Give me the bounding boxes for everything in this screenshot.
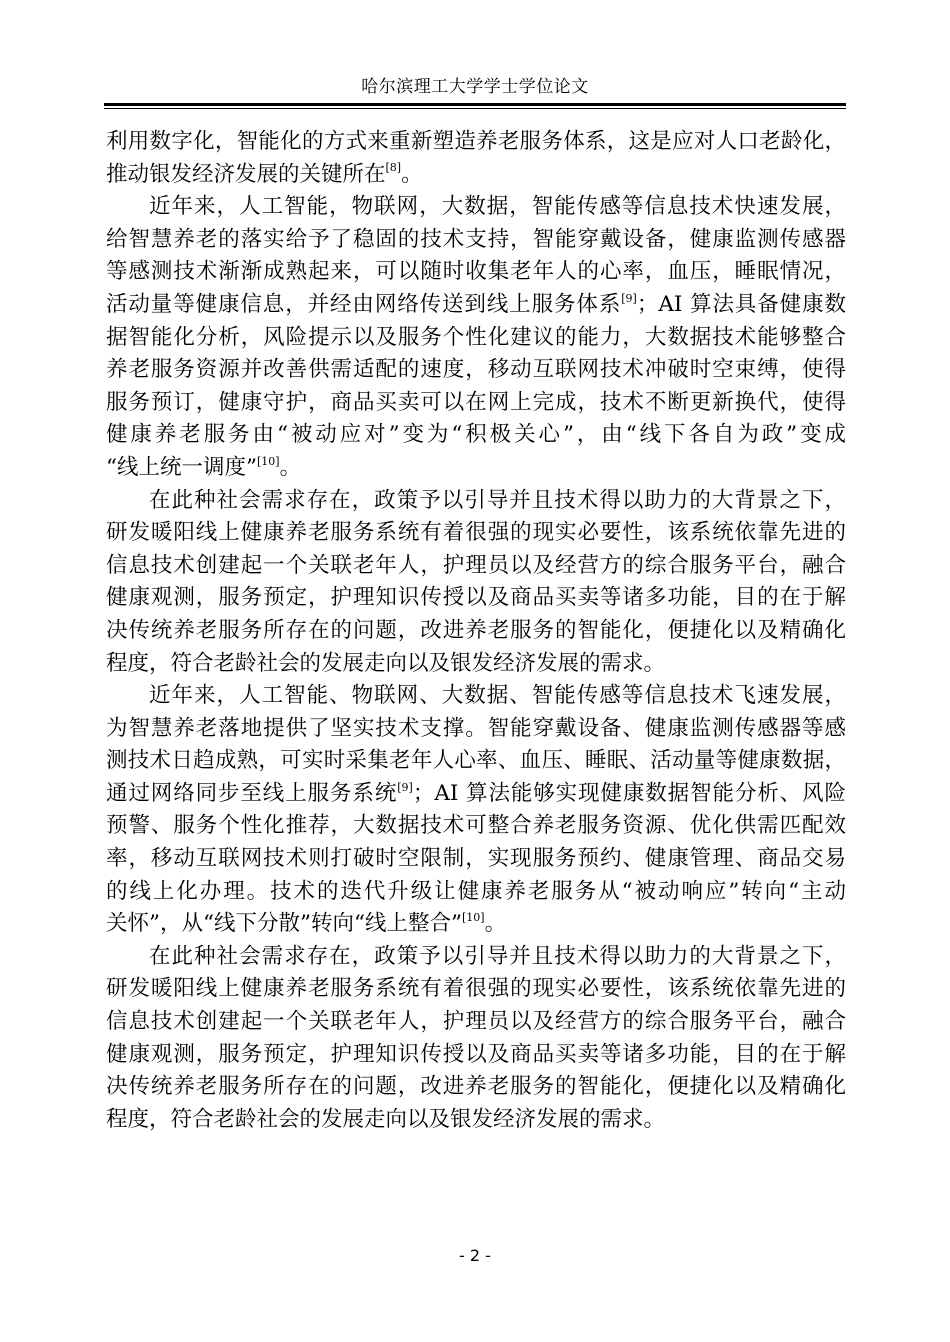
- text-line: [106, 354, 846, 387]
- text-line: [106, 1071, 846, 1104]
- text-line: [106, 941, 846, 974]
- text-segment: 率，移动互联网技术则打破时空限制，实现服务预约、健康管理、商品交易: [106, 846, 846, 872]
- text-segment: 。: [279, 454, 302, 480]
- page-header-title: 哈尔滨理工大学学士学位论文: [361, 77, 589, 97]
- citation-ref: [10]: [461, 911, 485, 925]
- text-segment: 决传统养老服务所存在的问题，改进养老服务的智能化，便捷化以及精确化: [106, 1074, 846, 1100]
- text-segment: 。: [401, 161, 423, 187]
- page-number: - 2 -: [459, 1246, 491, 1265]
- text-segment: ；AI 算法具备健康数: [636, 291, 846, 317]
- text-segment: 活动量等健康信息，并经由网络传送到线上服务体系: [106, 291, 622, 317]
- text-line: [106, 843, 846, 876]
- text-segment: 健康养老服务由“被动应对”变为“积极关心”，由“线下各自为政”变成: [106, 422, 846, 448]
- text-segment: 程度，符合老龄社会的发展走向以及银发经济发展的需求。: [106, 650, 666, 676]
- text-line: [106, 680, 846, 713]
- text-segment: 近年来，人工智能、物联网、大数据、智能传感等信息技术飞速发展，: [149, 683, 846, 709]
- text-line: [106, 159, 846, 192]
- text-segment: 通过网络同步至线上服务系统: [106, 780, 398, 806]
- text-segment: 信息技术创建起一个关联老年人，护理员以及经营方的综合服务平台，融合: [106, 1009, 846, 1035]
- text-segment: 研发暖阳线上健康养老服务系统有着很强的现实必要性，该系统依靠先进的: [106, 520, 846, 546]
- text-line: [106, 191, 846, 224]
- text-segment: 的线上化办理。技术的迭代升级让健康养老服务从“被动响应”转向“主动: [106, 878, 846, 904]
- text-segment: 在此种社会需求存在，政策予以引导并且技术得以助力的大背景之下，: [149, 487, 846, 513]
- text-segment: 给智慧养老的落实给予了稳固的技术支持，智能穿戴设备，健康监测传感器: [106, 226, 846, 252]
- text-segment: 程度，符合老龄社会的发展走向以及银发经济发展的需求。: [106, 1106, 666, 1132]
- text-line: [106, 452, 846, 485]
- text-segment: 养老服务资源并改善供需适配的速度，移动互联网技术冲破时空束缚，使得: [106, 357, 846, 383]
- text-segment: 关怀”，从“线下分散”转向“线上整合”: [106, 911, 462, 937]
- text-segment: 测技术日趋成熟，可实时采集老年人心率、血压、睡眠、活动量等健康数据，: [106, 748, 846, 774]
- text-line: [106, 419, 846, 452]
- text-line: [106, 778, 846, 811]
- text-segment: 近年来，人工智能，物联网，大数据，智能传感等信息技术快速发展，: [149, 194, 846, 220]
- text-segment: 利用数字化，智能化的方式来重新塑造养老服务体系，这是应对人口老龄化，: [106, 129, 846, 154]
- text-segment: 据智能化分析，风险提示以及服务个性化建议的能力，大数据技术能够整合: [106, 324, 846, 350]
- text-segment: 。: [484, 911, 507, 937]
- text-segment: 在此种社会需求存在，政策予以引导并且技术得以助力的大背景之下，: [149, 943, 846, 969]
- text-segment: 预警、服务个性化推荐，大数据技术可整合养老服务资源、优化供需匹配效: [106, 813, 846, 839]
- text-line: [106, 256, 846, 289]
- header-rule-thin: [104, 108, 846, 109]
- text-line: [106, 517, 846, 550]
- body-paragraph: [106, 126, 846, 191]
- text-segment: 信息技术创建起一个关联老年人，护理员以及经营方的综合服务平台，融合: [106, 552, 846, 578]
- text-line: [106, 550, 846, 583]
- text-line: [106, 1006, 846, 1039]
- text-line: [106, 485, 846, 518]
- text-segment: 研发暖阳线上健康养老服务系统有着很强的现实必要性，该系统依靠先进的: [106, 976, 846, 1002]
- text-segment: 健康观测，服务预定，护理知识传授以及商品买卖等诸多功能，目的在于解: [106, 1041, 846, 1067]
- citation-ref: [9]: [621, 291, 637, 305]
- text-line: [106, 1104, 846, 1137]
- text-line: [106, 713, 846, 746]
- body-paragraph: [106, 680, 846, 941]
- citation-ref: [10]: [256, 454, 280, 468]
- text-segment: 服务预订，健康守护，商品买卖可以在网上完成，技术不断更新换代，使得: [106, 389, 846, 415]
- text-line: [106, 387, 846, 420]
- text-segment: ；AI 算法能够实现健康数据智能分析、风险: [412, 780, 846, 806]
- text-segment: 健康观测，服务预定，护理知识传授以及商品买卖等诸多功能，目的在于解: [106, 585, 846, 611]
- text-segment: 为智慧养老落地提供了坚实技术支撑。智能穿戴设备、健康监测传感器等感: [106, 715, 846, 741]
- header-rule-thick: [104, 103, 846, 106]
- text-line: [106, 582, 846, 615]
- text-line: [106, 1039, 846, 1072]
- text-line: [106, 908, 846, 941]
- body-paragraph: [106, 191, 846, 484]
- text-line: [106, 615, 846, 648]
- text-line: [106, 745, 846, 778]
- text-line: [106, 876, 846, 909]
- text-segment: 推动银发经济发展的关键所在: [106, 161, 386, 187]
- text-line: [106, 810, 846, 843]
- body-paragraph: [106, 941, 846, 1137]
- body-paragraph: [106, 485, 846, 681]
- text-line: [106, 289, 846, 322]
- text-line: [106, 126, 846, 159]
- text-line: [106, 322, 846, 355]
- text-segment: “线上统一调度”: [106, 454, 257, 480]
- text-segment: 等感测技术渐渐成熟起来，可以随时收集老年人的心率，血压，睡眠情况，: [106, 259, 846, 285]
- text-segment: 决传统养老服务所存在的问题，改进养老服务的智能化，便捷化以及精确化: [106, 617, 846, 643]
- body-text: [106, 126, 846, 1136]
- text-line: [106, 224, 846, 257]
- citation-ref: [9]: [397, 780, 413, 794]
- citation-ref: [8]: [385, 161, 402, 175]
- text-line: [106, 648, 846, 681]
- text-line: [106, 973, 846, 1006]
